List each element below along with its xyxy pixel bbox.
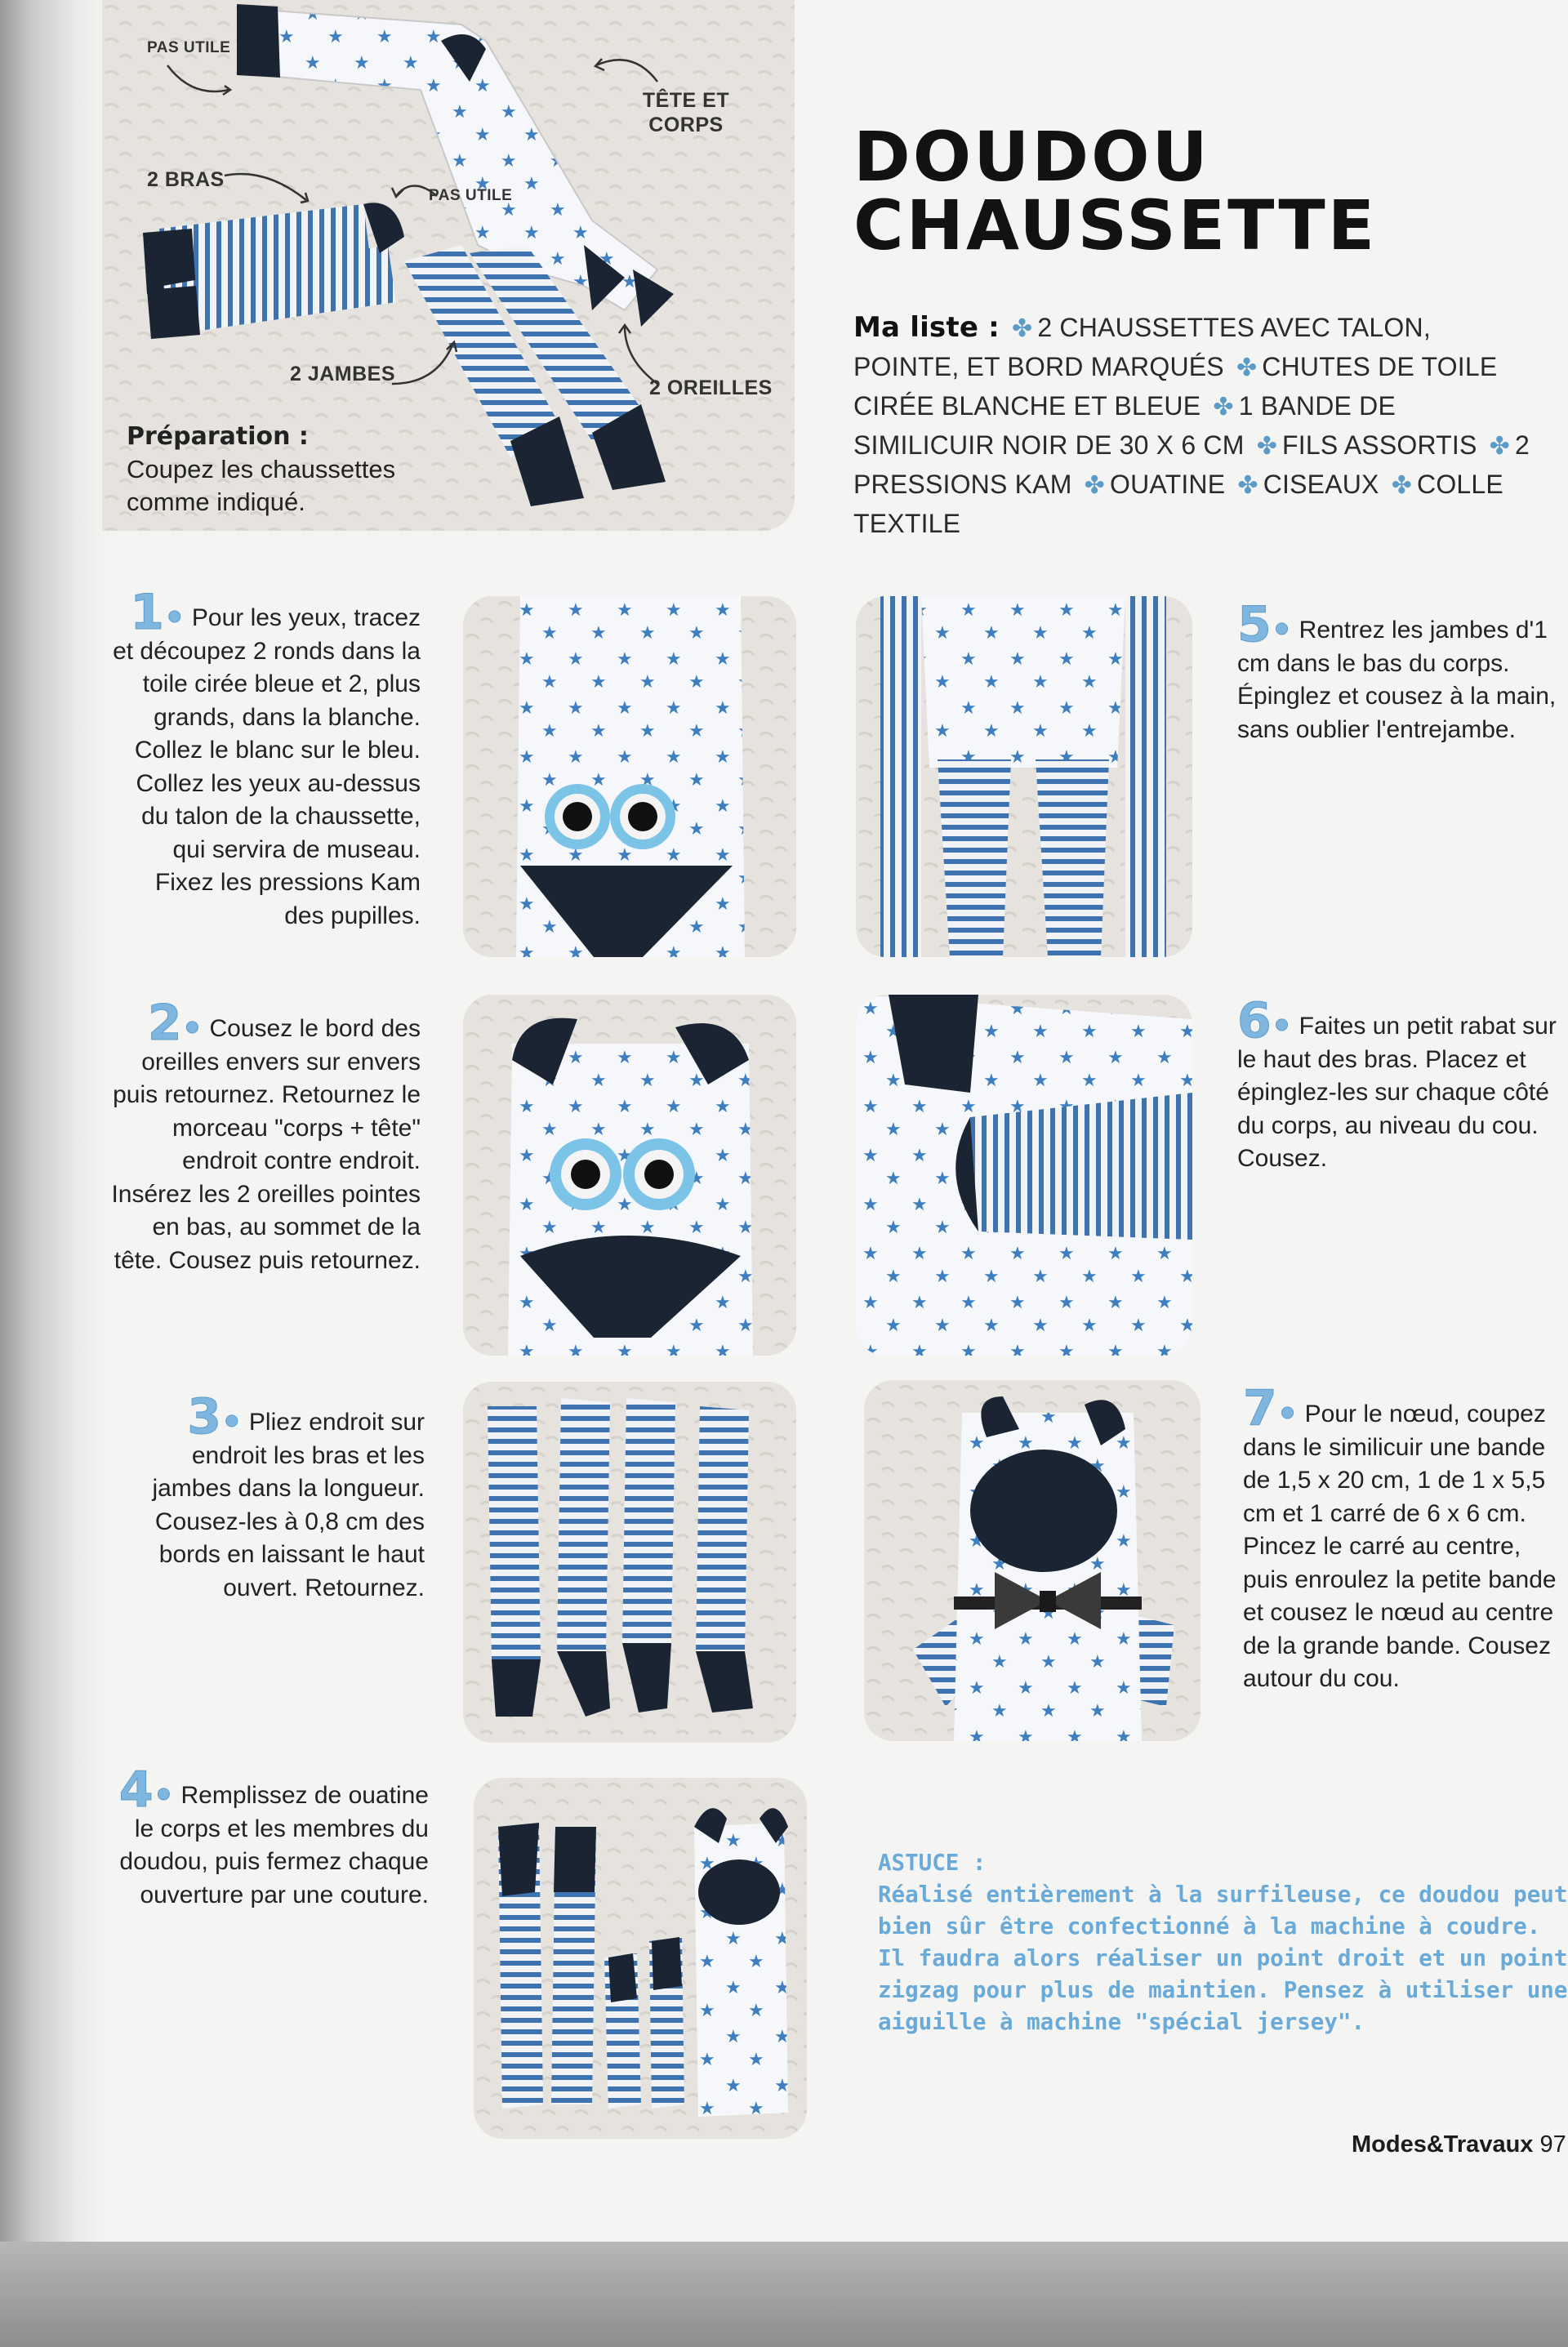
magazine-name: Modes&Travaux bbox=[1352, 2131, 1534, 2158]
material-item: COLLE TEXTILE bbox=[853, 470, 1503, 538]
materials-label: Ma liste : bbox=[853, 311, 1000, 344]
step-text: Pour le nœud, coupez dans le similicuir une bande de 1,5 x 20 cm, 1 de 1 x 5,5 cm et 1 carré de 6 x 6 cm. Pincez le carré au centre, puis enroulez la petite bande et cousez le nœud au centre de la grande bande. Cousez autour du cou. bbox=[1243, 1401, 1557, 1692]
material-item: 1 BANDE DE SIMILICUIR NOIR DE 30 X 6 CM bbox=[853, 391, 1396, 460]
clover-icon: ✤ bbox=[1256, 433, 1278, 460]
callout-tete-corps-line2: CORPS bbox=[648, 114, 724, 136]
step-3 bbox=[110, 1388, 425, 1605]
step-text: Pliez endroit sur endroit les bras et les jambes dans la longueur. Cousez-les à 0,8 cm des bords en laissant le haut ouvert. Retournez. bbox=[152, 1409, 425, 1601]
preparation-text bbox=[127, 421, 421, 519]
scan-edge bbox=[0, 2242, 1568, 2347]
step-5 bbox=[1237, 596, 1560, 746]
step-7 bbox=[1243, 1380, 1560, 1696]
clover-icon: ✤ bbox=[1489, 433, 1511, 460]
step-text: Remplissez de ouatine le corps et les membres du doudou, puis fermez chaque ouverture par une couture. bbox=[119, 1782, 429, 1908]
step-2-photo bbox=[463, 995, 796, 1356]
step-4-photo bbox=[474, 1778, 807, 2139]
clover-icon: ✤ bbox=[1012, 315, 1033, 342]
title-line-1: DOUDOU bbox=[853, 117, 1210, 197]
clover-icon: ✤ bbox=[1213, 394, 1234, 421]
callout-pas-utile-top: PAS UTILE bbox=[147, 39, 231, 56]
step-1 bbox=[110, 584, 421, 933]
callout-2-jambes: 2 JAMBES bbox=[290, 363, 396, 385]
page-footer bbox=[1352, 2131, 1566, 2158]
callout-tete-corps-line1: TÊTE ET bbox=[642, 89, 730, 112]
step-number: 5• bbox=[1237, 596, 1293, 653]
step-number: 7• bbox=[1243, 1380, 1298, 1437]
step-number: 6• bbox=[1237, 992, 1293, 1049]
material-item: 2 CHAUSSETTES AVEC TALON, POINTE, ET BORD MARQUÉS bbox=[853, 313, 1431, 381]
step-7-photo bbox=[864, 1380, 1200, 1741]
callout-pas-utile-mid: PAS UTILE bbox=[429, 187, 513, 204]
step-4 bbox=[110, 1761, 429, 1912]
book-spine-shadow bbox=[0, 0, 106, 2347]
astuce-tip bbox=[878, 1847, 1568, 2038]
step-text: Cousez le bord des oreilles envers sur envers puis retournez. Retournez le morceau "corps + tête" endroit contre endroit. Insérez les 2 oreilles pointes en bas, au sommet de la tête. Cousez puis retournez. bbox=[111, 1015, 421, 1274]
preparation-label: Préparation : bbox=[127, 422, 309, 451]
step-text: Rentrez les jambes d'1 cm dans le bas du corps. Épinglez et cousez à la main, sans oublier l'entrejambe. bbox=[1237, 617, 1557, 743]
step-number: 3• bbox=[187, 1388, 243, 1445]
astuce-label: ASTUCE : bbox=[878, 1850, 987, 1876]
astuce-text: Réalisé entièrement à la surfileuse, ce doudou peut bien sûr être confectionné à la machine à coudre. Il faudra alors réaliser un point droit et un point zigzag pour plus de maintien. Pensez à utiliser une aiguille à machine "spécial jersey". bbox=[878, 1882, 1568, 2035]
step-6-photo bbox=[856, 995, 1192, 1356]
step-5-photo bbox=[856, 596, 1192, 957]
step-2 bbox=[110, 995, 421, 1277]
page-number: 97 bbox=[1539, 2131, 1566, 2158]
step-6 bbox=[1237, 992, 1560, 1176]
clover-icon: ✤ bbox=[1084, 472, 1105, 499]
clover-icon: ✤ bbox=[1236, 354, 1258, 381]
material-item: FILS ASSORTIS bbox=[1282, 430, 1477, 460]
clover-icon: ✤ bbox=[1237, 472, 1258, 499]
material-item: 2 PRESSIONS KAM bbox=[853, 430, 1530, 499]
step-text: Pour les yeux, tracez et découpez 2 ronds dans la toile cirée bleue et 2, plus grands, dans la blanche. Collez le blanc sur le bleu. Collez les yeux au-dessus du talon de la chaussette, qui servira de museau. Fixez les pressions Kam des pupilles. bbox=[113, 604, 421, 929]
step-number: 4• bbox=[118, 1761, 175, 1819]
preparation-body: Coupez les chaussettes comme indiqué. bbox=[127, 455, 396, 516]
title-line-2: CHAUSSETTE bbox=[853, 185, 1378, 265]
step-3-photo bbox=[463, 1382, 796, 1743]
material-item: CHUTES DE TOILE CIRÉE BLANCHE ET BLEUE bbox=[853, 352, 1498, 421]
callout-2-bras: 2 BRAS bbox=[147, 168, 225, 191]
materials-list bbox=[853, 309, 1544, 542]
page-title bbox=[853, 117, 1531, 265]
material-item: CISEAUX bbox=[1263, 470, 1379, 499]
step-text: Faites un petit rabat sur le haut des bras. Placez et épinglez-les sur chaque côté du corps, au niveau du cou. Cousez. bbox=[1237, 1013, 1557, 1172]
callout-2-oreilles: 2 OREILLES bbox=[649, 376, 773, 399]
clover-icon: ✤ bbox=[1391, 472, 1413, 499]
step-1-photo bbox=[463, 596, 796, 957]
step-number: 2• bbox=[147, 995, 203, 1052]
step-number: 1• bbox=[130, 584, 185, 641]
material-item: OUATINE bbox=[1110, 470, 1226, 499]
